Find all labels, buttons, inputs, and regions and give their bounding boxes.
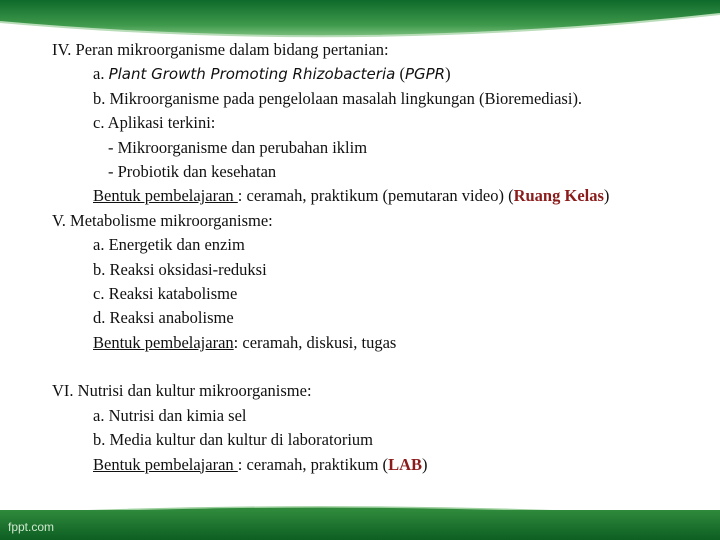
bentuk-label: Bentuk pembelajaran (93, 332, 234, 352)
section-iv-bentuk (52, 184, 683, 208)
spacer (52, 355, 712, 379)
section-v-item-b: b. Reaksi oksidasi-reduksi (93, 259, 267, 279)
section-v-item-d: d. Reaksi anabolisme (93, 308, 234, 328)
bentuk-end: ) (603, 186, 610, 206)
bentuk-highlight: Ruang Kelas (513, 186, 604, 206)
section-vi-item-a: a. Nutrisi dan kimia sel (93, 405, 247, 425)
bentuk-end: ) (422, 454, 428, 474)
section-vi-item-b: b. Media kultur dan kultur di laboratorium (93, 430, 373, 450)
section-iv-item-c1: - Mikroorganisme dan perubahan iklim (108, 137, 368, 157)
pgpr-abbr: PGPR (404, 65, 446, 84)
section-vi-title: VI. Nutrisi dan kultur mikroorganisme: (52, 381, 312, 401)
bentuk-text: : ceramah, diskusi, tugas (233, 332, 397, 352)
section-v-title: V. Metabolisme mikroorganisme: (52, 210, 273, 230)
pgpr-open: ( (395, 64, 405, 84)
slide-content (52, 38, 712, 477)
bentuk-highlight: LAB (388, 454, 422, 474)
pgpr-term: Plant Growth Promoting Rhizobacteria (108, 65, 396, 84)
bentuk-text: : ceramah, praktikum ( (237, 454, 389, 474)
footer-band (0, 510, 720, 540)
section-vi-bentuk (52, 453, 712, 477)
section-v-bentuk (52, 331, 712, 355)
section-v-item-a: a. Energetik dan enzim (93, 235, 245, 255)
footer-watermark: fppt.com (8, 520, 55, 534)
pgpr-close: ) (445, 64, 451, 84)
bentuk-label: Bentuk pembelajaran (93, 186, 238, 206)
item-a-prefix: a. (93, 64, 109, 84)
section-iv-item-a (52, 62, 712, 86)
bentuk-text: : ceramah, praktikum (pemutaran video) ( (237, 186, 514, 206)
section-iv-title: IV. Peran mikroorganisme dalam bidang pertanian: (52, 40, 389, 59)
section-iv-item-c2: - Probiotik dan kesehatan (108, 162, 277, 182)
section-iv-item-c: c. Aplikasi terkini: (93, 113, 216, 133)
section-iv-item-b: b. Mikroorganisme pada pengelolaan masalah lingkungan (Bioremediasi). (93, 88, 583, 108)
bentuk-label: Bentuk pembelajaran (93, 454, 238, 474)
section-v-item-c: c. Reaksi katabolisme (93, 284, 238, 304)
